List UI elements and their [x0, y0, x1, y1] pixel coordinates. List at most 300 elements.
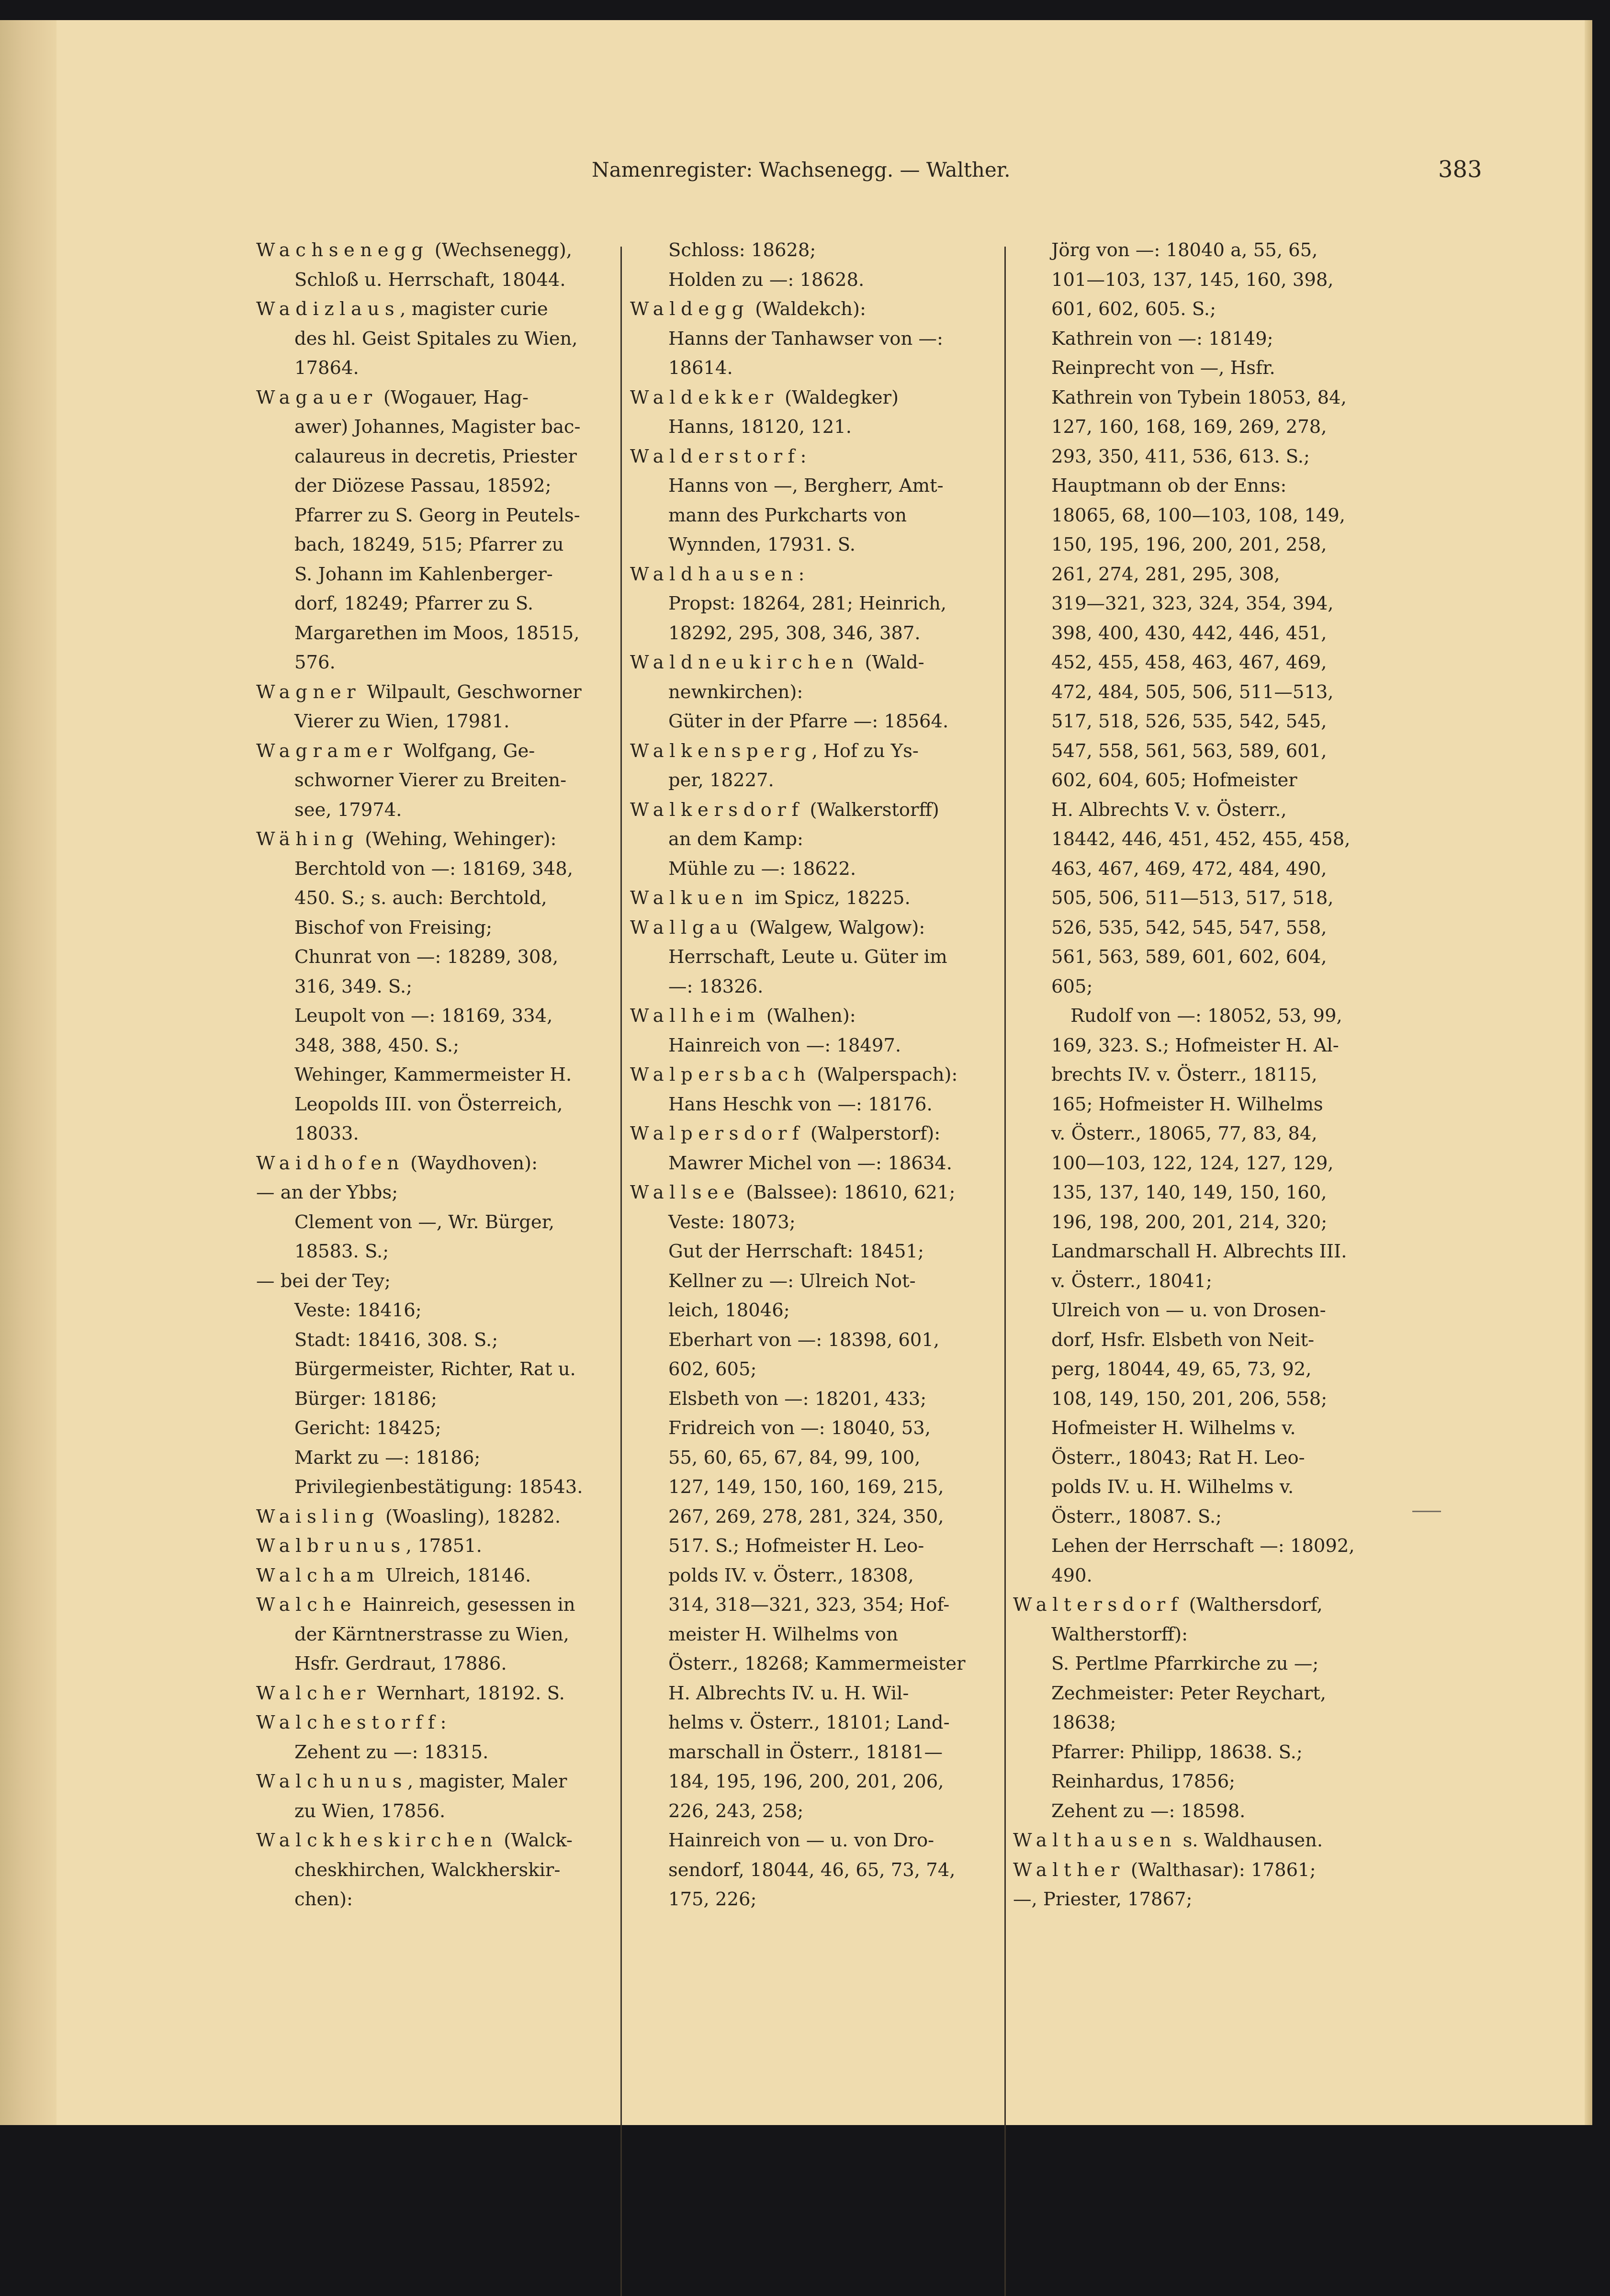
index-text: (Wechsenegg), — [428, 239, 572, 261]
index-text: 547, 558, 561, 563, 589, 601, — [1051, 740, 1327, 762]
index-line — [256, 1208, 583, 1237]
index-text: Reinprecht von —, Hsfr. — [1051, 357, 1275, 379]
index-line — [256, 1797, 583, 1826]
index-line — [1013, 619, 1355, 648]
index-line — [630, 648, 966, 678]
index-text: 17864. — [294, 357, 359, 379]
index-text: 101—103, 137, 145, 160, 398, — [1051, 269, 1334, 291]
index-line — [256, 648, 583, 678]
margin-mark — [1412, 1511, 1441, 1512]
index-line — [1013, 1590, 1355, 1620]
index-text: im Spicz, 18225. — [749, 887, 911, 909]
index-line — [1013, 1090, 1355, 1120]
index-text: 561, 563, 589, 601, 602, 604, — [1051, 946, 1327, 968]
index-line — [630, 825, 966, 854]
index-text: Fridreich von —: 18040, 53, — [668, 1417, 931, 1439]
index-line — [1013, 1443, 1355, 1473]
index-line — [256, 294, 583, 324]
index-text: 18442, 446, 451, 452, 455, 458, — [1051, 828, 1351, 850]
index-text: 267, 269, 278, 281, 324, 350, — [668, 1505, 944, 1527]
index-headword: Waldekker — [630, 386, 779, 408]
index-line — [630, 1855, 966, 1885]
index-text: (Walperspach): — [811, 1064, 958, 1086]
index-line — [256, 1384, 583, 1414]
index-text: cheskhirchen, Walckherskir- — [294, 1859, 561, 1881]
index-line — [630, 1178, 966, 1208]
index-text: Ulreich von — u. von Drosen- — [1051, 1300, 1326, 1321]
page-fold-shadow — [0, 20, 56, 2125]
index-text: 184, 195, 196, 200, 201, 206, — [668, 1771, 944, 1792]
index-text: Österr., 18087. S.; — [1051, 1505, 1222, 1527]
index-line — [256, 1679, 583, 1708]
index-line — [1013, 1885, 1355, 1914]
index-text: , magister curie — [400, 298, 548, 320]
index-line — [256, 942, 583, 972]
index-headword: Wallgau — [630, 916, 744, 939]
index-line — [630, 412, 966, 442]
index-text: 169, 323. S.; Hofmeister H. Al- — [1051, 1034, 1339, 1056]
index-text: chen): — [294, 1889, 353, 1910]
index-text: 261, 274, 281, 295, 308, — [1051, 563, 1280, 585]
index-text: Bürgermeister, Richter, Rat u. — [294, 1358, 576, 1380]
index-line — [1013, 736, 1355, 766]
index-text: Leopolds III. von Österreich, — [294, 1093, 563, 1115]
index-text: Wernhart, 18192. S. — [371, 1682, 565, 1704]
index-headword: Walpersbach — [630, 1064, 811, 1086]
index-line — [256, 1296, 583, 1325]
index-text: (Waldekch): — [749, 298, 866, 320]
index-line — [256, 1885, 583, 1914]
index-line — [256, 1649, 583, 1679]
index-line — [1013, 1325, 1355, 1355]
index-line — [256, 707, 583, 736]
index-text: Kathrein von Tybein 18053, 84, — [1051, 386, 1347, 408]
page-number: 383 — [1438, 156, 1482, 183]
index-line — [630, 1119, 966, 1149]
index-text: 505, 506, 511—513, 517, 518, — [1051, 887, 1334, 909]
index-text: S. Johann im Kahlenberger- — [294, 563, 553, 585]
index-line — [630, 1443, 966, 1473]
index-line — [630, 854, 966, 884]
index-line — [256, 324, 583, 354]
index-text: 18638; — [1051, 1712, 1116, 1733]
index-text: Wynnden, 17931. S. — [668, 534, 856, 555]
index-text: see, 17974. — [294, 799, 402, 821]
index-text: 490. — [1051, 1564, 1092, 1586]
index-line — [630, 1767, 966, 1797]
index-text: (Balssee): 18610, 621; — [740, 1182, 956, 1203]
index-text: 18583. S.; — [294, 1241, 389, 1262]
index-headword: Walche — [256, 1594, 357, 1616]
index-text: Bischof von Freising; — [294, 916, 493, 939]
index-text: Kellner zu —: Ulreich Not- — [668, 1270, 916, 1292]
index-line — [630, 1738, 966, 1767]
index-line — [1013, 1119, 1355, 1149]
index-line — [1013, 412, 1355, 442]
index-text: (Walperstorf): — [804, 1123, 941, 1144]
index-line — [1013, 1738, 1355, 1767]
index-text: : — [798, 563, 805, 585]
index-line — [256, 1767, 583, 1797]
index-headword: Walcham — [256, 1564, 380, 1586]
index-line — [630, 1208, 966, 1237]
running-header: Namenregister: Wachsenegg. — Walther. — [592, 158, 1011, 181]
index-line — [256, 619, 583, 648]
index-headword: Waldegg — [630, 298, 750, 320]
index-text: Güter in der Pfarre —: 18564. — [668, 711, 949, 732]
index-line — [256, 1708, 583, 1738]
index-text: (Walkerstorff) — [804, 799, 939, 821]
index-headword: Wagauer — [256, 386, 378, 408]
index-line — [256, 589, 583, 619]
index-text: Gericht: 18425; — [294, 1417, 441, 1439]
index-line — [630, 442, 966, 472]
index-text: polds IV. u. H. Wilhelms v. — [1051, 1476, 1294, 1498]
index-line — [630, 1090, 966, 1120]
index-line — [256, 1237, 583, 1267]
index-line — [256, 530, 583, 560]
index-text: brechts IV. v. Österr., 18115, — [1051, 1064, 1317, 1086]
index-text: S. Pertlme Pfarrkirche zu —; — [1051, 1653, 1319, 1674]
index-text: 108, 149, 150, 201, 206, 558; — [1051, 1388, 1328, 1410]
index-line — [630, 383, 966, 413]
index-text: , magister, Maler — [407, 1771, 567, 1792]
index-line — [256, 560, 583, 589]
index-line — [1013, 1384, 1355, 1414]
index-text: Hanns der Tanhawser von —: — [668, 328, 943, 350]
index-headword: Wagner — [256, 681, 361, 703]
index-text: Berchtold von —: 18169, 348, — [294, 858, 574, 880]
index-text: marschall in Österr., 18181— — [668, 1741, 943, 1763]
index-text: Österr., 18043; Rat H. Leo- — [1051, 1447, 1305, 1469]
index-text: 526, 535, 542, 545, 547, 558, — [1051, 916, 1327, 939]
index-line — [256, 442, 583, 472]
index-text: meister H. Wilhelms von — [668, 1623, 898, 1645]
index-line — [256, 795, 583, 825]
index-text: (Wehing, Wehinger): — [359, 828, 557, 850]
index-line — [1013, 795, 1355, 825]
index-line — [256, 1031, 583, 1061]
index-text: (Walthersdorf, — [1183, 1594, 1323, 1616]
index-text: zu Wien, 17856. — [294, 1800, 446, 1822]
index-text: (Walck- — [497, 1830, 573, 1851]
index-line — [256, 1590, 583, 1620]
index-headword: Walcher — [256, 1682, 371, 1704]
index-column-2 — [630, 236, 966, 1914]
index-line — [256, 1855, 583, 1885]
index-line — [630, 324, 966, 354]
index-text: 316, 349. S.; — [294, 975, 413, 997]
index-headword: Waltersdorf — [1013, 1594, 1183, 1616]
index-text: 18292, 295, 308, 346, 387. — [668, 622, 921, 644]
index-line — [630, 942, 966, 972]
index-text: Elsbeth von —: 18201, 433; — [668, 1388, 927, 1410]
index-text: Landmarschall H. Albrechts III. — [1051, 1241, 1347, 1262]
index-text: Eberhart von —: 18398, 601, — [668, 1329, 940, 1351]
index-headword: Walthausen — [1013, 1830, 1177, 1851]
index-line — [1013, 501, 1355, 531]
index-line — [1013, 883, 1355, 913]
index-text: v. Österr., 18041; — [1051, 1270, 1212, 1292]
index-line — [630, 1797, 966, 1826]
index-text: 450. S.; s. auch: Berchtold, — [294, 887, 547, 909]
index-headword: Waldhausen — [630, 563, 799, 585]
index-line — [256, 883, 583, 913]
index-headword: Walchestorff — [256, 1712, 440, 1733]
index-text: 601, 602, 605. S.; — [1051, 298, 1216, 320]
index-text: , Hof zu Ys- — [811, 740, 919, 762]
index-line — [630, 1708, 966, 1738]
index-line — [1013, 442, 1355, 472]
index-line — [256, 1178, 583, 1208]
index-text: der Diözese Passau, 18592; — [294, 475, 552, 497]
index-line — [256, 1502, 583, 1532]
index-text: 127, 149, 150, 160, 169, 215, — [668, 1476, 944, 1498]
page-edge — [1585, 20, 1592, 2125]
index-line — [630, 1590, 966, 1620]
index-line — [630, 1531, 966, 1561]
index-line — [256, 1738, 583, 1767]
index-line — [256, 383, 583, 413]
index-text: Gut der Herrschaft: 18451; — [668, 1241, 924, 1262]
index-text: Stadt: 18416, 308. S.; — [294, 1329, 498, 1351]
index-text: 100—103, 122, 124, 127, 129, — [1051, 1152, 1334, 1174]
index-line — [1013, 854, 1355, 884]
index-line — [630, 589, 966, 619]
index-line — [630, 1325, 966, 1355]
index-line — [630, 883, 966, 913]
index-text: Wolfgang, Ge- — [397, 740, 535, 762]
index-line — [256, 1149, 583, 1178]
index-text: Leupolt von —: 18169, 334, — [294, 1005, 553, 1027]
index-line — [256, 471, 583, 501]
index-line — [256, 236, 583, 265]
index-headword: Walkensperg — [630, 740, 812, 762]
index-text: mann des Purkcharts von — [668, 504, 907, 526]
index-line — [630, 471, 966, 501]
index-text: —, Priester, 17867; — [1013, 1889, 1193, 1910]
index-line — [630, 294, 966, 324]
index-line — [630, 1296, 966, 1325]
index-headword: Waisling — [256, 1505, 380, 1527]
index-line — [1013, 1708, 1355, 1738]
index-line — [1013, 236, 1355, 265]
index-headword: Walbrunus — [256, 1535, 406, 1557]
index-text: Mühle zu —: 18622. — [668, 858, 856, 880]
index-text: Hainreich, gesessen in — [356, 1594, 575, 1616]
index-line — [256, 1620, 583, 1650]
index-text: (Walgew, Walgow): — [743, 916, 925, 939]
index-text: Veste: 18416; — [294, 1300, 422, 1321]
index-text: (Walthasar): 17861; — [1125, 1859, 1316, 1881]
index-line — [630, 678, 966, 707]
index-line — [1013, 1355, 1355, 1384]
index-text: sendorf, 18044, 46, 65, 73, 74, — [668, 1859, 956, 1881]
index-line — [1013, 1649, 1355, 1679]
index-line — [1013, 1855, 1355, 1885]
index-text: (Wald- — [859, 652, 924, 673]
index-text: dorf, 18249; Pfarrer zu S. — [294, 593, 534, 614]
index-text: per, 18227. — [668, 769, 774, 791]
index-text: 226, 243, 258; — [668, 1800, 804, 1822]
index-line — [256, 412, 583, 442]
index-text: Rudolf von —: 18052, 53, 99, — [1070, 1005, 1342, 1027]
index-line — [256, 1267, 583, 1296]
index-text: an dem Kamp: — [668, 828, 804, 850]
index-line — [256, 854, 583, 884]
index-line — [256, 1090, 583, 1120]
index-text: helms v. Österr., 18101; Land- — [668, 1712, 950, 1733]
index-text: Bürger: 18186; — [294, 1388, 437, 1410]
index-headword: Wallheim — [630, 1005, 761, 1027]
index-line — [1013, 1502, 1355, 1532]
index-text: schworner Vierer zu Breiten- — [294, 769, 567, 791]
index-text: Hans Heschk von —: 18176. — [668, 1093, 933, 1115]
index-line — [1013, 972, 1355, 1002]
index-line — [256, 736, 583, 766]
index-text: newnkirchen): — [668, 681, 803, 703]
index-text: perg, 18044, 49, 65, 73, 92, — [1051, 1358, 1312, 1380]
index-text: Schloß u. Herrschaft, 18044. — [294, 269, 566, 291]
index-line — [630, 1649, 966, 1679]
index-line — [630, 501, 966, 531]
index-line — [1013, 1767, 1355, 1797]
index-text: des hl. Geist Spitales zu Wien, — [294, 328, 578, 350]
index-text: Wehinger, Kammermeister H. — [294, 1064, 572, 1086]
index-line — [1013, 560, 1355, 589]
index-line — [630, 1414, 966, 1443]
index-text: , 17851. — [405, 1535, 482, 1557]
index-text: 175, 226; — [668, 1889, 757, 1910]
index-line — [1013, 825, 1355, 854]
index-line — [1013, 1267, 1355, 1296]
index-line — [630, 1001, 966, 1031]
index-line — [630, 353, 966, 383]
index-line — [630, 736, 966, 766]
index-line — [630, 1384, 966, 1414]
index-line — [630, 1826, 966, 1855]
index-text: 293, 350, 411, 536, 613. S.; — [1051, 445, 1310, 467]
index-text: Herrschaft, Leute u. Güter im — [668, 946, 947, 968]
index-line — [630, 1620, 966, 1650]
index-headword: Wadizlaus — [256, 298, 400, 320]
index-line — [1013, 678, 1355, 707]
index-headword: Waidhofen — [256, 1152, 405, 1174]
index-text: Wilpault, Geschworner — [361, 681, 582, 703]
index-text: Ulreich, 18146. — [380, 1564, 531, 1586]
index-text: Margarethen im Moos, 18515, — [294, 622, 580, 644]
index-text: : — [440, 1712, 447, 1733]
index-line — [256, 1119, 583, 1149]
index-line — [630, 707, 966, 736]
index-text: Vierer zu Wien, 17981. — [294, 711, 510, 732]
index-line — [1013, 707, 1355, 736]
index-line — [630, 1679, 966, 1708]
index-text: Zechmeister: Peter Reychart, — [1051, 1682, 1326, 1704]
index-column-1 — [256, 236, 583, 1914]
index-text: (Waydhoven): — [404, 1152, 538, 1174]
index-column-3 — [1013, 236, 1355, 1914]
index-headword: Walchunus — [256, 1771, 407, 1792]
index-line — [1013, 530, 1355, 560]
index-text: Schloss: 18628; — [668, 239, 816, 261]
index-text: 55, 60, 65, 67, 84, 99, 100, — [668, 1447, 921, 1469]
index-line — [630, 236, 966, 265]
index-line — [256, 825, 583, 854]
index-line — [1013, 1414, 1355, 1443]
index-text: 196, 198, 200, 201, 214, 320; — [1051, 1211, 1328, 1233]
index-text: leich, 18046; — [668, 1300, 790, 1321]
index-line — [630, 1031, 966, 1061]
index-text: Veste: 18073; — [668, 1211, 796, 1233]
index-line — [630, 560, 966, 589]
index-line — [256, 1414, 583, 1443]
index-text: calaureus in decretis, Priester — [294, 445, 577, 467]
index-text: H. Albrechts IV. u. H. Wil- — [668, 1682, 909, 1704]
index-text: Pfarrer zu S. Georg in Peutels- — [294, 504, 580, 526]
index-line — [630, 913, 966, 943]
index-text: Hofmeister H. Wilhelms v. — [1051, 1417, 1296, 1439]
index-line — [256, 1472, 583, 1502]
index-text: Holden zu —: 18628. — [668, 269, 865, 291]
index-text: — bei der Tey; — [256, 1270, 391, 1292]
index-text: Clement von —, Wr. Bürger, — [294, 1211, 555, 1233]
index-text: — an der Ybbs; — [256, 1182, 398, 1203]
index-text: v. Österr., 18065, 77, 83, 84, — [1051, 1123, 1317, 1144]
index-line — [1013, 589, 1355, 619]
index-text: H. Albrechts V. v. Österr., — [1051, 799, 1287, 821]
index-line — [1013, 1001, 1355, 1031]
index-text: Hanns von —, Bergherr, Amt- — [668, 475, 944, 497]
index-line — [1013, 1531, 1355, 1561]
index-line — [630, 1561, 966, 1591]
index-line — [1013, 1031, 1355, 1061]
index-text: 18614. — [668, 357, 733, 379]
index-text: dorf, Hsfr. Elsbeth von Neit- — [1051, 1329, 1315, 1351]
index-headword: Walkuen — [630, 887, 749, 909]
index-text: polds IV. v. Österr., 18308, — [668, 1564, 914, 1586]
index-line — [1013, 1797, 1355, 1826]
index-text: : — [800, 445, 807, 467]
index-headword: Wallsee — [630, 1182, 740, 1203]
index-text: 150, 195, 196, 200, 201, 258, — [1051, 534, 1327, 555]
index-line — [1013, 324, 1355, 354]
index-line — [1013, 913, 1355, 943]
index-text: Hainreich von —: 18497. — [668, 1034, 901, 1056]
index-text: Zehent zu —: 18315. — [294, 1741, 489, 1763]
index-text: 135, 137, 140, 149, 150, 160, — [1051, 1182, 1327, 1203]
index-line — [256, 353, 583, 383]
index-line — [256, 501, 583, 531]
index-text: 602, 605; — [668, 1358, 757, 1380]
index-text: s. Waldhausen. — [1177, 1830, 1323, 1851]
index-line — [1013, 1208, 1355, 1237]
index-line — [256, 913, 583, 943]
index-line — [630, 1472, 966, 1502]
index-text: awer) Johannes, Magister bac- — [294, 416, 581, 438]
index-text: Privilegienbestätigung: 18543. — [294, 1476, 583, 1498]
index-text: Mawrer Michel von —: 18634. — [668, 1152, 952, 1174]
index-text: 165; Hofmeister H. Wilhelms — [1051, 1093, 1323, 1115]
index-line — [256, 972, 583, 1002]
index-headword: Walpersdorf — [630, 1123, 805, 1144]
index-line — [1013, 766, 1355, 795]
index-line — [1013, 1472, 1355, 1502]
index-line — [630, 265, 966, 295]
index-text: 348, 388, 450. S.; — [294, 1034, 460, 1056]
index-line — [1013, 1296, 1355, 1325]
index-text: der Kärntnerstrasse zu Wien, — [294, 1623, 569, 1645]
